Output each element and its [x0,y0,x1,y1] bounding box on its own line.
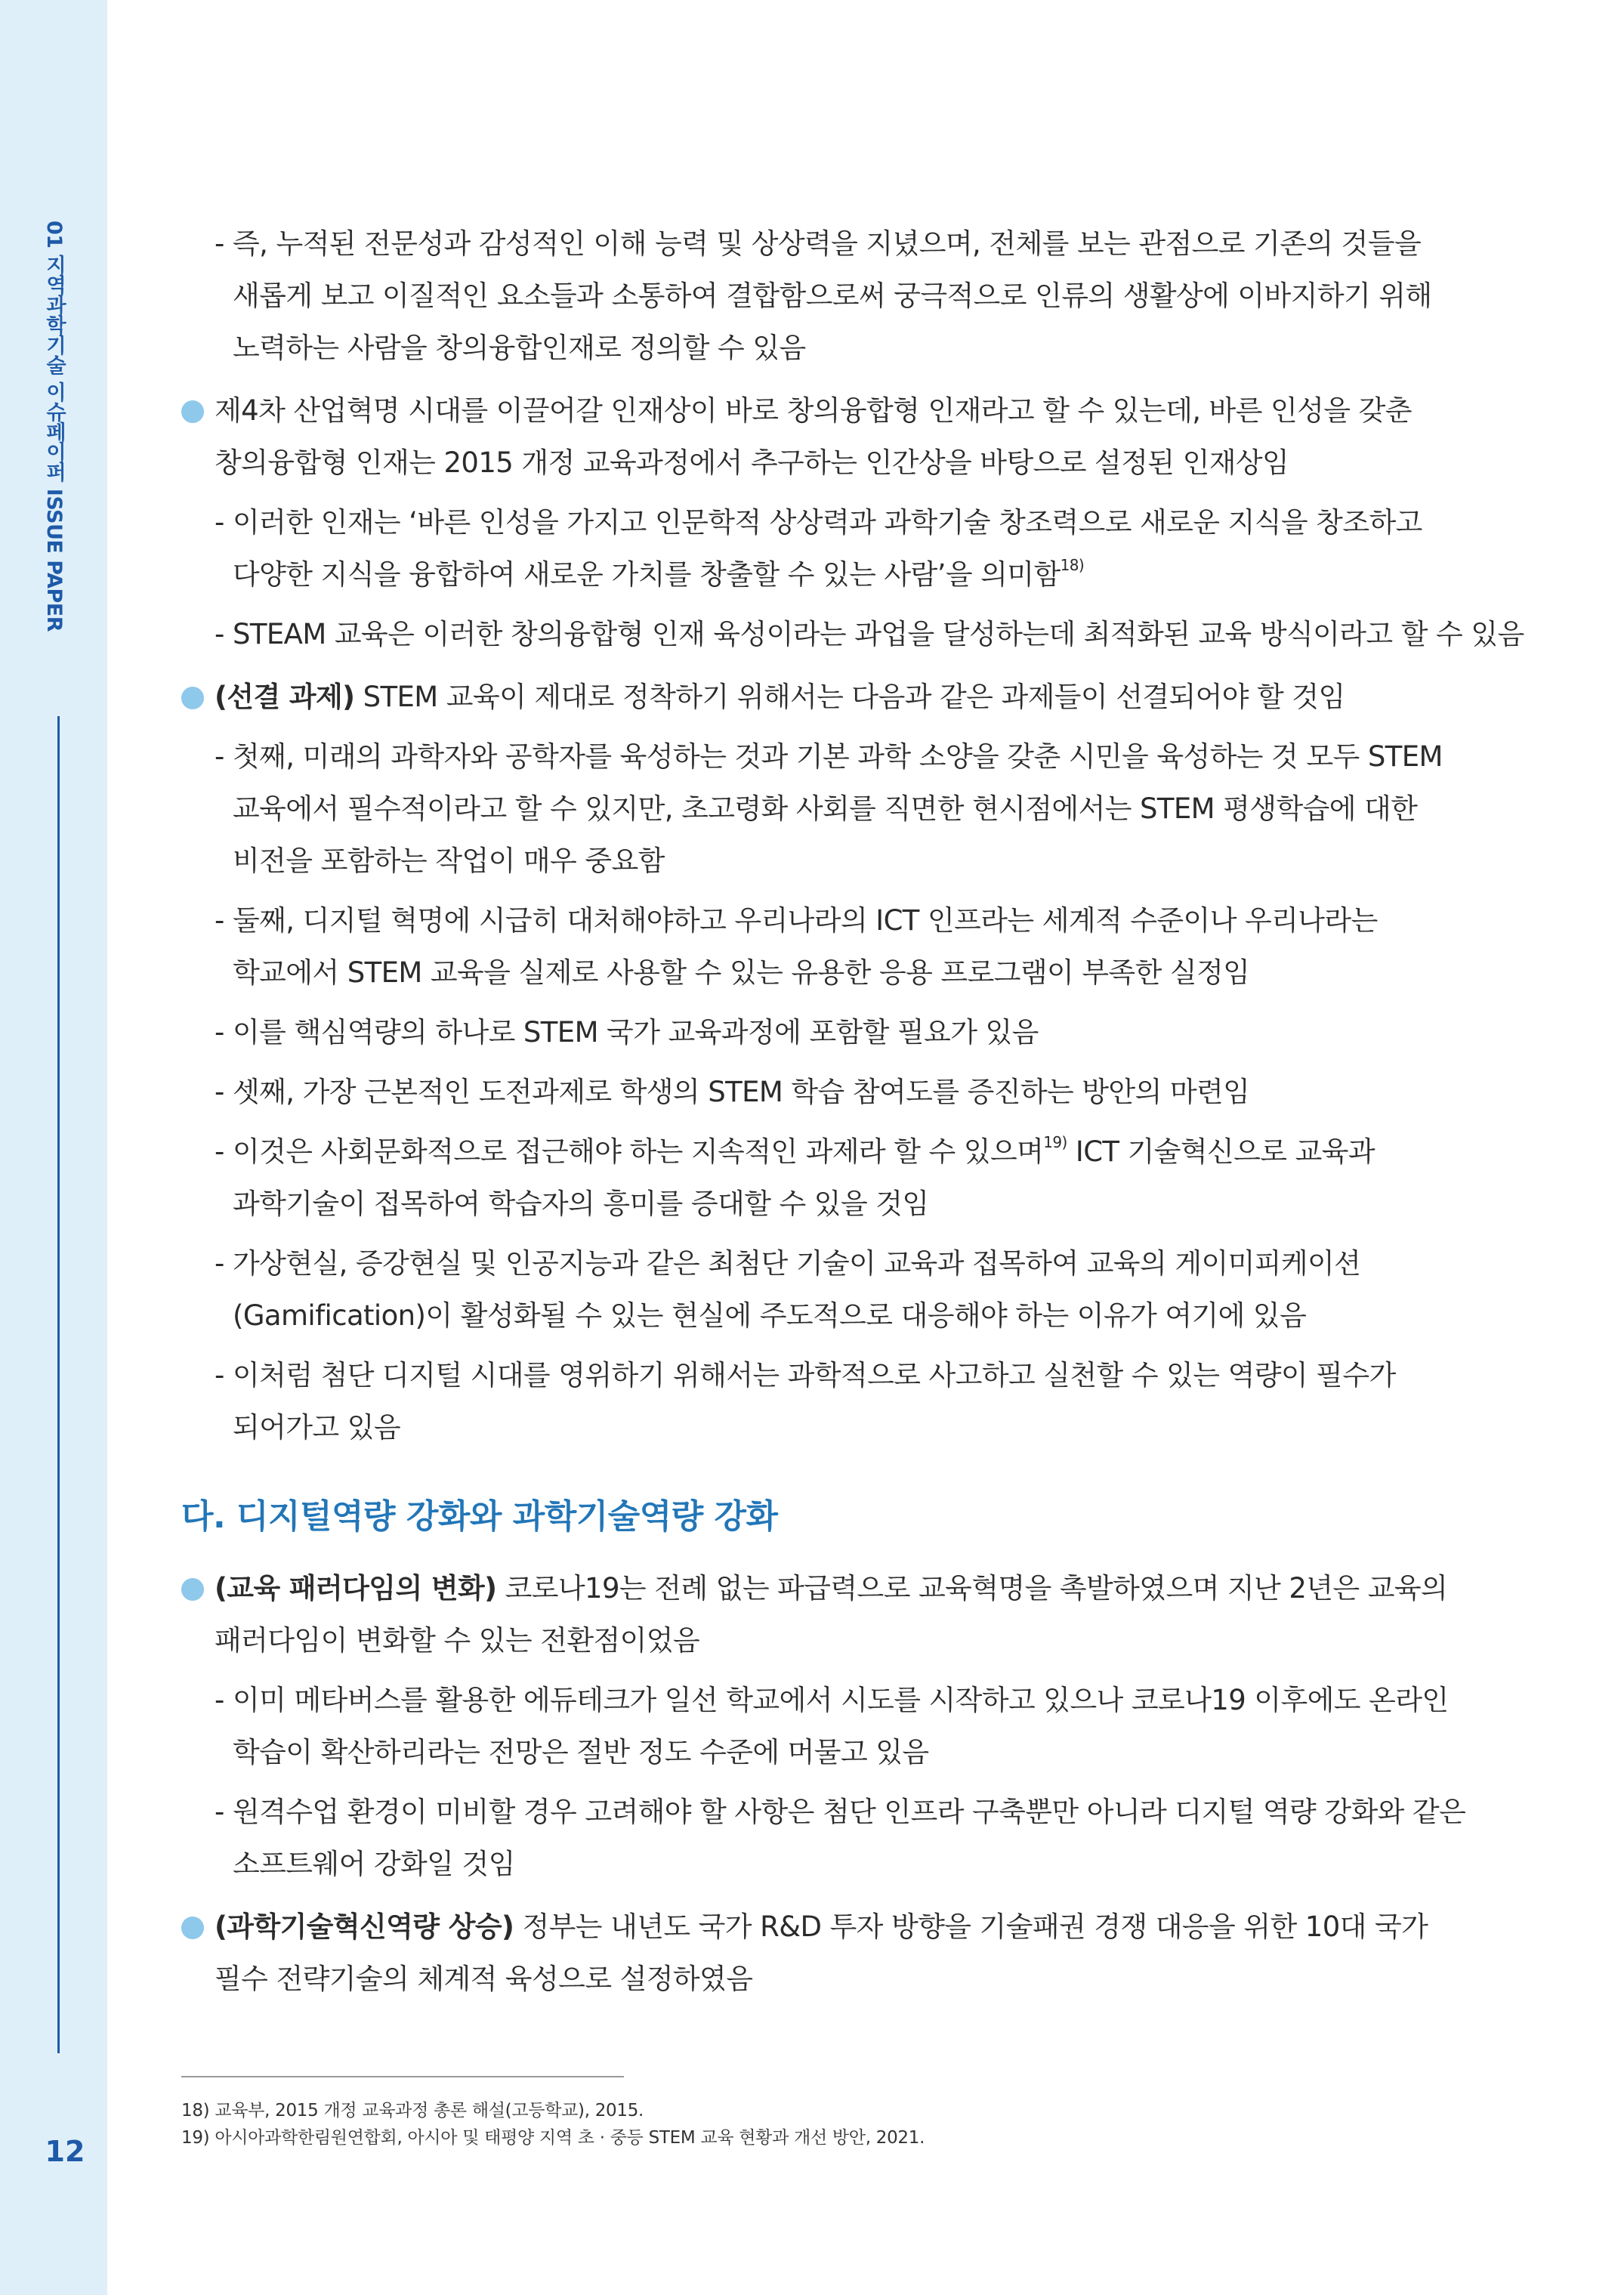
line-text: 비전을 포함하는 작업이 매우 중요함 [233,845,665,877]
text-line [233,1290,1435,1342]
main-content [181,210,1524,2005]
footnote-19: 19) 아시아과학한림원연합회, 아시아 및 태평양 지역 초 · 중등 STEM 교육 현황과 개선 방안, 2021. [181,2128,925,2148]
text-line [233,1726,1435,1778]
line-text: 학교에서 STEM 교육을 실제로 사용할 수 있는 유용한 응용 프로그램이 부족한 실정임 [233,956,1250,989]
bullet-circle-icon [181,400,204,423]
text-line [215,437,1435,489]
running-header [39,221,69,666]
text-line [233,731,1443,783]
text-line [233,270,1435,322]
text-line [233,1674,1449,1726]
text-line [233,835,1435,887]
dash-paragraph [181,1674,1449,1778]
line-text: (Gamification)이 활성화될 수 있는 현실에 주도적으로 대응해야 하는 이유가 여기에 있음 [233,1299,1307,1332]
dash-marker: - [215,904,225,937]
text-line [233,1066,1435,1118]
line-text: 다양한 지식을 융합하여 새로운 가치를 창출할 수 있는 사람’을 의미함 [233,558,1061,591]
dash-paragraph [181,496,1435,601]
line-text: 첫째, 미래의 과학자와 공학자를 육성하는 것과 기본 과학 소양을 갖춘 시민을 육성하는 것 모두 STEM [233,740,1443,773]
dash-paragraph [181,608,1524,660]
text-line [233,1237,1435,1290]
running-header-text: 01 지역과학기술 이슈페이퍼 ISSUE PAPER [42,221,66,632]
line-text: 학습이 확산하리라는 전망은 절반 정도 수준에 머물고 있음 [233,1736,929,1768]
dash-marker: - [215,1016,225,1049]
line-text: 되어가고 있음 [233,1411,401,1444]
text-line [233,783,1435,835]
dash-paragraph [181,1006,1435,1058]
text-line [233,894,1435,947]
dash-paragraph [181,1066,1435,1118]
dash-marker: - [215,227,225,260]
line-text: 교육에서 필수적이라고 할 수 있지만, 초고령화 사회를 직면한 현시점에서는 STEM 평생학습에 대한 [233,792,1418,825]
bullet-paragraph [181,1562,1448,1666]
text-line [233,548,1435,601]
dash-paragraph [181,731,1443,887]
bullet-circle-icon [181,1578,204,1601]
bullet-circle-icon [181,1917,204,1939]
line-text: 이를 핵심역량의 하나로 STEM 국가 교육과정에 포함할 필요가 있음 [233,1016,1039,1049]
line-text: 정부는 내년도 국가 R&D 투자 방향을 기술패권 경쟁 대응을 위한 10대 국가 [514,1910,1428,1943]
bullet-label: (교육 패러다임의 변화) [215,1572,497,1605]
bullet-circle-icon [181,687,204,709]
text-line [233,608,1524,660]
line-text: 이것은 사회문화적으로 접근해야 하는 지속적인 과제라 할 수 있으며 [233,1135,1044,1168]
text-line [233,1178,1435,1230]
line-text: 즉, 누적된 전문성과 감성적인 이해 능력 및 상상력을 지녔으며, 전체를 보는 관점으로 기존의 것들을 [233,227,1422,260]
text-line [233,947,1435,999]
dash-marker: - [215,1359,225,1392]
page-number: 12 [45,2135,85,2168]
line-text: 제4차 산업혁명 시대를 이끌어갈 인재상이 바로 창의융합형 인재라고 할 수 있는데, 바른 인성을 갖춘 [215,394,1412,427]
line-text: ICT 기술혁신으로 교육과 [1067,1135,1375,1168]
line-text: 과학기술이 접목하여 학습자의 흥미를 증대할 수 있을 것임 [233,1188,929,1220]
text-line [233,1126,1435,1178]
bullet-paragraph [181,1901,1435,2005]
line-text: 필수 전략기술의 체계적 육성으로 설정하였음 [215,1963,753,1995]
line-text: 이미 메타버스를 활용한 에듀테크가 일선 학교에서 시도를 시작하고 있으나 코로나19 이후에도 온라인 [233,1684,1449,1716]
dash-paragraph [181,1126,1435,1230]
line-text: 원격수업 환경이 미비할 경우 고려해야 할 사항은 첨단 인프라 구축뿐만 아니라 디지털 역량 강화와 같은 [233,1796,1466,1828]
text-line [233,218,1435,270]
text-line [215,1614,1435,1666]
sidebar [0,0,107,2295]
line-text: STEM 교육이 제대로 정착하기 위해서는 다음과 같은 과제들이 선결되어야 할 것임 [354,681,1345,713]
line-text: 창의융합형 인재는 2015 개정 교육과정에서 추구하는 인간상을 바탕으로 설정된 인재상임 [215,446,1289,479]
text-line [233,1349,1435,1401]
footnote-divider [181,2076,624,2077]
dash-paragraph [181,1349,1435,1453]
dash-marker: - [215,1076,225,1108]
bullet-label: (과학기술혁신역량 상승) [215,1910,514,1943]
dash-marker: - [215,1684,225,1716]
footnote-18: 18) 교육부, 2015 개정 교육과정 총론 해설(고등학교), 2015. [181,2101,644,2120]
dash-marker: - [215,618,225,650]
text-line [215,671,1435,723]
text-line [233,1006,1435,1058]
text-line [233,1401,1435,1453]
text-line [215,385,1435,437]
line-text: 가상현실, 증강현실 및 인공지능과 같은 최첨단 기술이 교육과 접목하여 교육의 게이미피케이션 [233,1247,1361,1280]
line-text: 새롭게 보고 이질적인 요소들과 소통하여 결합함으로써 궁극적으로 인류의 생활상에 이바지하기 위해 [233,280,1432,312]
line-text: 소프트웨어 강화일 것임 [233,1848,515,1880]
dash-paragraph [181,1237,1435,1342]
dash-marker: - [215,1247,225,1280]
dash-marker: - [215,1135,225,1168]
dash-marker: - [215,740,225,773]
line-text: STEAM 교육은 이러한 창의융합형 인재 육성이라는 과업을 달성하는데 최적화된 교육 방식이라고 할 수 있음 [233,618,1524,650]
bullet-paragraph [181,671,1435,723]
dash-paragraph [181,218,1435,374]
section-heading: 다. 디지털역량 강화와 과학기술역량 강화 [181,1497,778,1536]
dash-paragraph [181,894,1435,999]
line-text: 이처럼 첨단 디지털 시대를 영위하기 위해서는 과학적으로 사고하고 실천할 수 있는 역량이 필수가 [233,1359,1396,1392]
bullet-label: (선결 과제) [215,681,355,713]
text-line [233,322,1435,374]
dash-paragraph [181,1786,1466,1890]
line-text: 패러다임이 변화할 수 있는 전환점이었음 [215,1624,700,1657]
footnote-ref: 18) [1060,556,1085,574]
text-line [215,1901,1435,1953]
text-line [215,1953,1435,2005]
footnotes [181,2097,1390,2151]
line-text: 노력하는 사람을 창의융합인재로 정의할 수 있음 [233,332,806,364]
line-text: 셋째, 가장 근본적인 도전과제로 학생의 STEM 학습 참여도를 증진하는 방안의 마련임 [233,1076,1250,1108]
text-line [233,1838,1435,1890]
line-text: 이러한 인재는 ‘바른 인성을 가지고 인문학적 상상력과 과학기술 창조력으로 새로운 지식을 창조하고 [233,506,1422,539]
text-line [233,1786,1466,1838]
text-line [233,496,1435,548]
sidebar-divider [57,716,60,2053]
text-line [215,1562,1448,1614]
dash-marker: - [215,506,225,539]
line-text: 둘째, 디지털 혁명에 시급히 대처해야하고 우리나라의 ICT 인프라는 세계적 수준이나 우리나라는 [233,904,1378,937]
dash-marker: - [215,1796,225,1828]
line-text: 코로나19는 전례 없는 파급력으로 교육혁명을 촉발하였으며 지난 2년은 교육의 [496,1572,1448,1605]
bullet-paragraph [181,385,1435,489]
footnote-ref: 19) [1043,1133,1067,1151]
